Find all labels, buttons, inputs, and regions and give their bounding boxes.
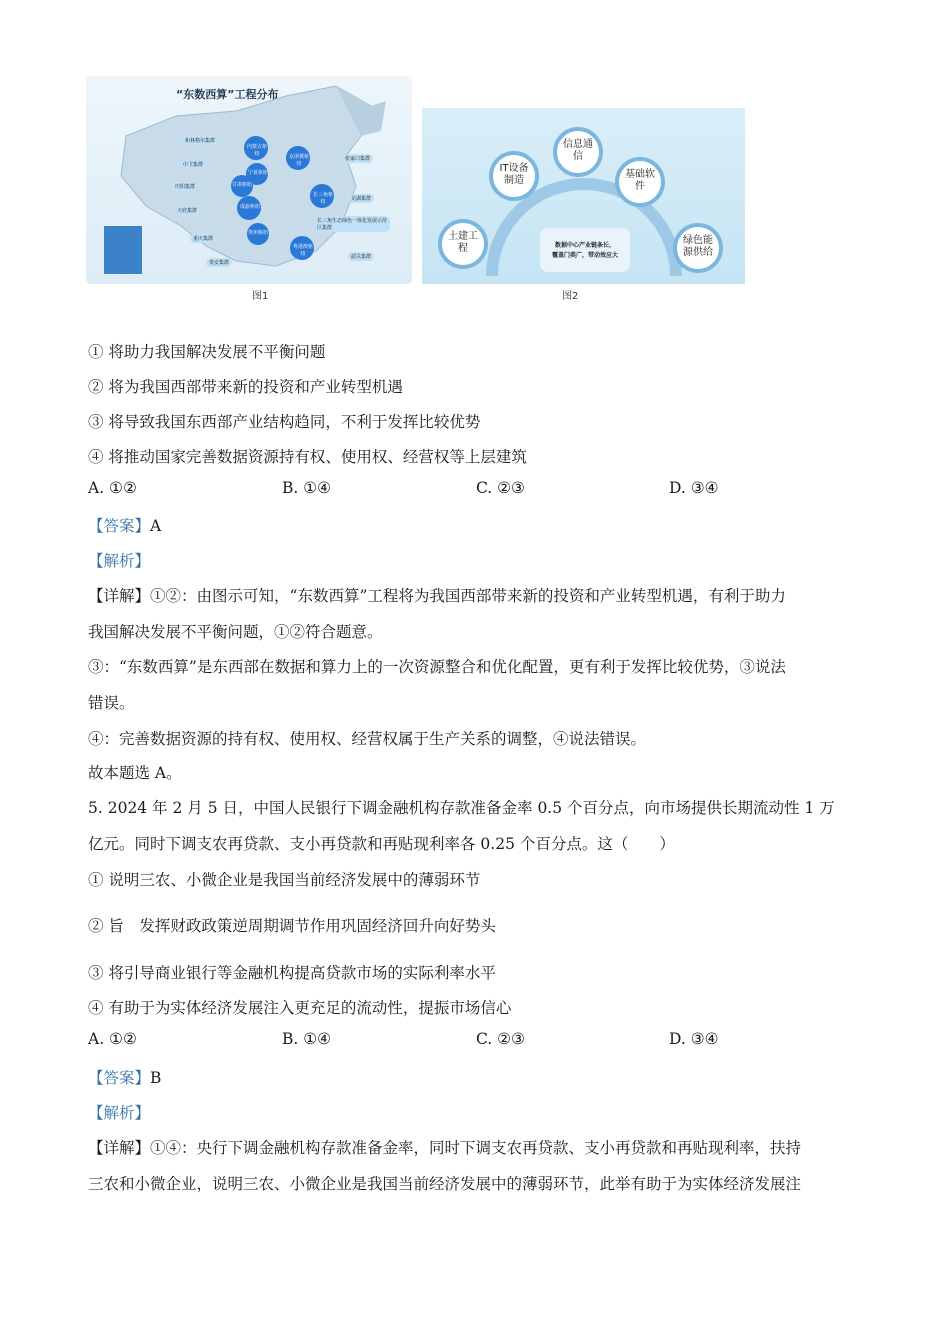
q5-choice-d: D. ③④ [669, 1030, 719, 1048]
q5-stem-line-2: 亿元。同时下调支农再贷款、支小再贷款和再贴现利率各 0.25 个百分点。这（ ） [88, 835, 675, 853]
q5-option-1: ① 说明三农、小微企业是我国当前经济发展中的薄弱环节 [88, 871, 481, 889]
hub-label: 长三角枢纽 [312, 192, 333, 205]
hub-label: 京津冀枢纽 [288, 154, 309, 167]
q4-answer [88, 514, 161, 536]
figure-1-caption: 图1 [252, 291, 269, 302]
hub-label: 宁夏枢纽 [248, 170, 269, 176]
q4-detail-line-4: 错误。 [88, 694, 135, 712]
cluster-label: 韶关集群 [348, 252, 374, 261]
q4-detail-line-1 [88, 584, 786, 606]
analysis-tag: 【解析】 [88, 552, 151, 570]
figure-2-caption: 图2 [562, 291, 579, 302]
figures-row [86, 76, 746, 306]
node-label: IT设备制造 [499, 163, 529, 186]
cluster-label: 和林格尔集群 [182, 136, 218, 145]
q5-answer [88, 1066, 161, 1088]
cluster-label: 天府集群 [174, 206, 200, 215]
q4-choice-b: B. ①④ [282, 479, 332, 497]
detail-text: ①②：由图示可知，“东数西算”工程将为我国西部带来新的投资和产业转型机遇，有利于助力 [150, 587, 786, 605]
q5-choice-b: B. ①④ [282, 1030, 332, 1048]
q4-analysis-tag [88, 549, 150, 571]
answer-tag: 【答案】 [88, 517, 151, 535]
hub-label: 内蒙古枢纽 [246, 144, 267, 157]
q4-option-3: ③ 将导致我国东西部产业结构趋同，不利于发挥比较优势 [88, 413, 481, 431]
cluster-label: 中卫集群 [180, 160, 206, 169]
node-label: 基础软件 [625, 169, 655, 192]
q5-detail-line-1 [88, 1136, 801, 1158]
detail-text: ①④：央行下调金融机构存款准备金率，同时下调支农再贷款、支小再贷款和再贴现利率，扶持 [150, 1139, 802, 1157]
answer-tag: 【答案】 [88, 1069, 151, 1087]
hub-label: 甘肃枢纽 [232, 182, 253, 188]
q4-choice-d: D. ③④ [669, 479, 719, 497]
q5-choice-c: C. ②③ [476, 1030, 525, 1048]
q5-choice-a: A. ①② [88, 1030, 137, 1048]
q4-detail-line-5: ④：完善数据资源的持有权、使用权、经营权属于生产关系的调整，④说法错误。 [88, 730, 647, 748]
answer-value: B [150, 1069, 162, 1087]
figure-2-diagram [422, 108, 745, 284]
figure-1-map [86, 76, 412, 284]
q4-choice-a: A. ①② [88, 479, 137, 497]
q5-stem-line-1: 5. 2024 年 2 月 5 日，中国人民银行下调金融机构存款准备金率 0.5 个百分点，向市场提供长期流动性 1 万 [88, 799, 835, 817]
q5-analysis-tag [88, 1101, 150, 1123]
q4-conclusion: 故本题选 A。 [88, 764, 182, 782]
detail-tag: 【详解】 [88, 587, 151, 605]
node-label: 土建工程 [448, 231, 478, 254]
hub-label: 粤港澳枢纽 [292, 244, 313, 257]
cluster-label: 芜湖集群 [348, 194, 374, 203]
q4-option-1: ① 将助力我国解决发展不平衡问题 [88, 343, 326, 361]
q4-detail-line-3: ③：“东数西算”是东西部在数据和算力上的一次资源整合和优化配置，更有利于发挥比较优势，③说法 [88, 658, 786, 676]
hub-label: 成渝枢纽 [239, 204, 260, 210]
cluster-label: 重庆集群 [190, 234, 216, 243]
q4-option-2: ② 将为我国西部带来新的投资和产业转型机遇 [88, 378, 403, 396]
hub-label: 贵州枢纽 [248, 230, 269, 236]
q5-option-2: ② 旨 发挥财政政策逆周期调节作用巩固经济回升向好势头 [88, 917, 496, 935]
figure-1-title: “东数西算”工程分布 [176, 88, 279, 101]
cluster-label: 张家口集群 [342, 154, 373, 163]
node-label: 信息通信 [563, 139, 593, 162]
q5-detail-line-2: 三农和小微企业，说明三农、小微企业是我国当前经济发展中的薄弱环节，此举有助于为实体经济发展注 [88, 1175, 802, 1193]
q4-option-4: ④ 将推动国家完善数据资源持有权、使用权、经营权等上层建筑 [88, 448, 527, 466]
cluster-label: 贵安集群 [206, 258, 232, 267]
analysis-tag: 【解析】 [88, 1104, 151, 1122]
detail-tag: 【详解】 [88, 1139, 151, 1157]
q5-option-4: ④ 有助于为实体经济发展注入更充足的流动性，提振市场信心 [88, 999, 512, 1017]
node-label: 绿色能源供给 [683, 235, 713, 258]
cluster-label: 长三角生态绿色一体化发展示范区集群 [314, 216, 390, 232]
answer-value: A [150, 517, 162, 535]
q4-choice-c: C. ②③ [476, 479, 525, 497]
center-text-line2: 覆盖门类广，带动效应大 [551, 252, 618, 259]
cluster-label: 庆阳集群 [172, 182, 198, 191]
center-text-line1: 数据中心产业链条长、 [554, 242, 615, 249]
q4-detail-line-2: 我国解决发展不平衡问题，①②符合题意。 [88, 623, 383, 641]
q5-option-3: ③ 将引导商业银行等金融机构提高贷款市场的实际利率水平 [88, 964, 496, 982]
